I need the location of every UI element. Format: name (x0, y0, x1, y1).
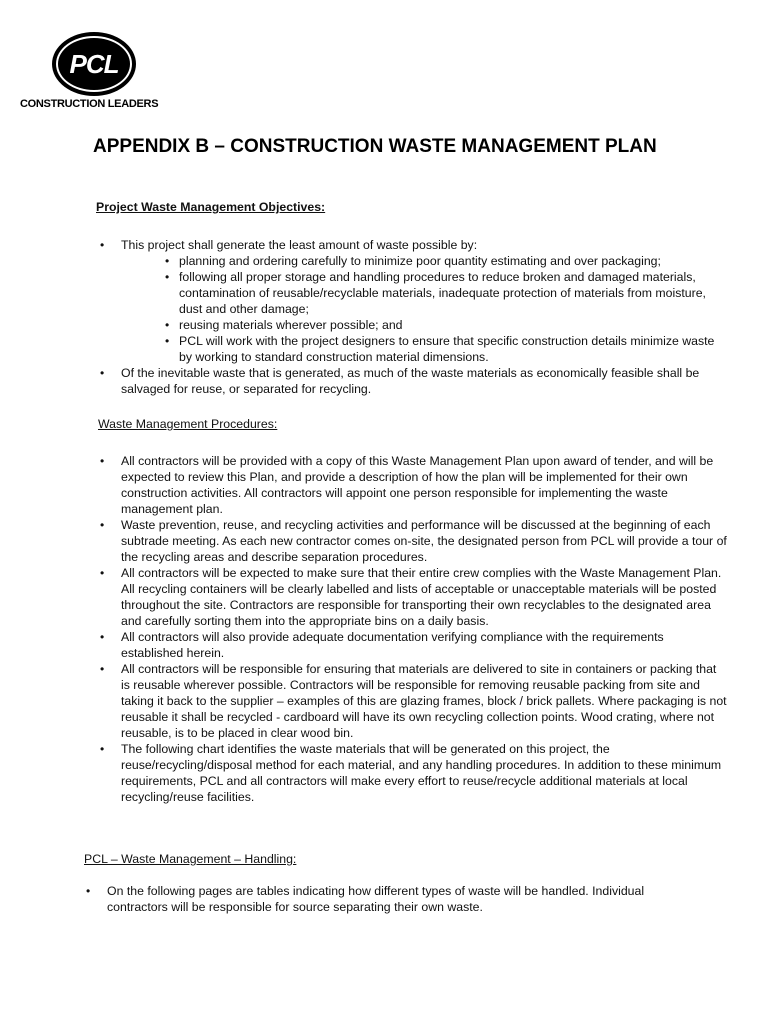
logo-tagline: CONSTRUCTION LEADERS (20, 98, 159, 110)
objective-sublist (121, 253, 723, 365)
procedures-list (98, 453, 728, 805)
list-item: • Of the inevitable waste that is generated, as much of the waste materials as economically feasible shall be salvaged for reuse, or separated for recycling. (98, 365, 723, 397)
handling-list (84, 883, 684, 915)
objectives-heading: Project Waste Management Objectives: (96, 200, 326, 214)
list-item: • following all proper storage and handling procedures to reduce broken and damaged materials, contamination of reusable/recyclable materials, inadequate protection of materials from moisture, dust and other damage; (121, 269, 723, 317)
list-item: • All contractors will be expected to make sure that their entire crew complies with the Waste Management Plan. All recycling containers will be clearly labelled and lists of acceptable or unacceptable materials will be posted throughout the site. Contractors are responsible for transporting their own recyclables to the designated area and carefully sorting them into the appropriate bins on a daily basis. (98, 565, 728, 629)
list-item: • On the following pages are tables indicating how different types of waste will be handled. Individual contractors will be responsible for source separating their own waste. (84, 883, 684, 915)
list-item: • planning and ordering carefully to minimize poor quantity estimating and over packaging; (121, 253, 723, 269)
objective-text: This project shall generate the least amount of waste possible by: (121, 238, 478, 252)
list-item (98, 237, 723, 365)
objectives-list (98, 237, 723, 397)
list-item: • The following chart identifies the waste materials that will be generated on this project, the reuse/recycling/disposal method for each material, and any handling procedures. In addition to these minimum requirements, PCL and all contractors will make every effort to reuse/recycle additional materials at local recycling/reuse facilities. (98, 741, 728, 805)
procedures-heading: Waste Management Procedures: (98, 417, 278, 431)
logo-brand: PCL (69, 48, 119, 79)
list-item: • reusing materials wherever possible; and (121, 317, 723, 333)
page-title: APPENDIX B – CONSTRUCTION WASTE MANAGEMENT PLAN (93, 136, 657, 157)
list-item: • PCL will work with the project designers to ensure that specific construction details minimize waste by working to standard construction material dimensions. (121, 333, 723, 365)
list-item: • All contractors will be provided with a copy of this Waste Management Plan upon award of tender, and will be expected to review this Plan, and provide a description of how the plan will be implemented for their own construction activities. All contractors will appoint one person responsible for implementing the waste management plan. (98, 453, 728, 517)
list-item: • All contractors will be responsible for ensuring that materials are delivered to site in containers or packing that is reusable wherever possible. Contractors will be responsible for removing reusable packing from site and taking it back to the supplier – examples of this are glazing frames, block / brick pallets. Where packaging is not reusable it shall be recycled - cardboard will have its own recycling collection points. Wood crating, where not reusable, is to be placed in clear wood bin. (98, 661, 728, 741)
handling-heading: PCL – Waste Management – Handling: (84, 852, 297, 866)
pcl-logo (20, 30, 170, 116)
list-item: • Waste prevention, reuse, and recycling activities and performance will be discussed at the beginning of each subtrade meeting. As each new contractor comes on-site, the designated person from PCL will provide a tour of the recycling areas and describe separation procedures. (98, 517, 728, 565)
list-item: • All contractors will also provide adequate documentation verifying compliance with the requirements established herein. (98, 629, 728, 661)
pcl-logo-emblem (52, 32, 136, 96)
